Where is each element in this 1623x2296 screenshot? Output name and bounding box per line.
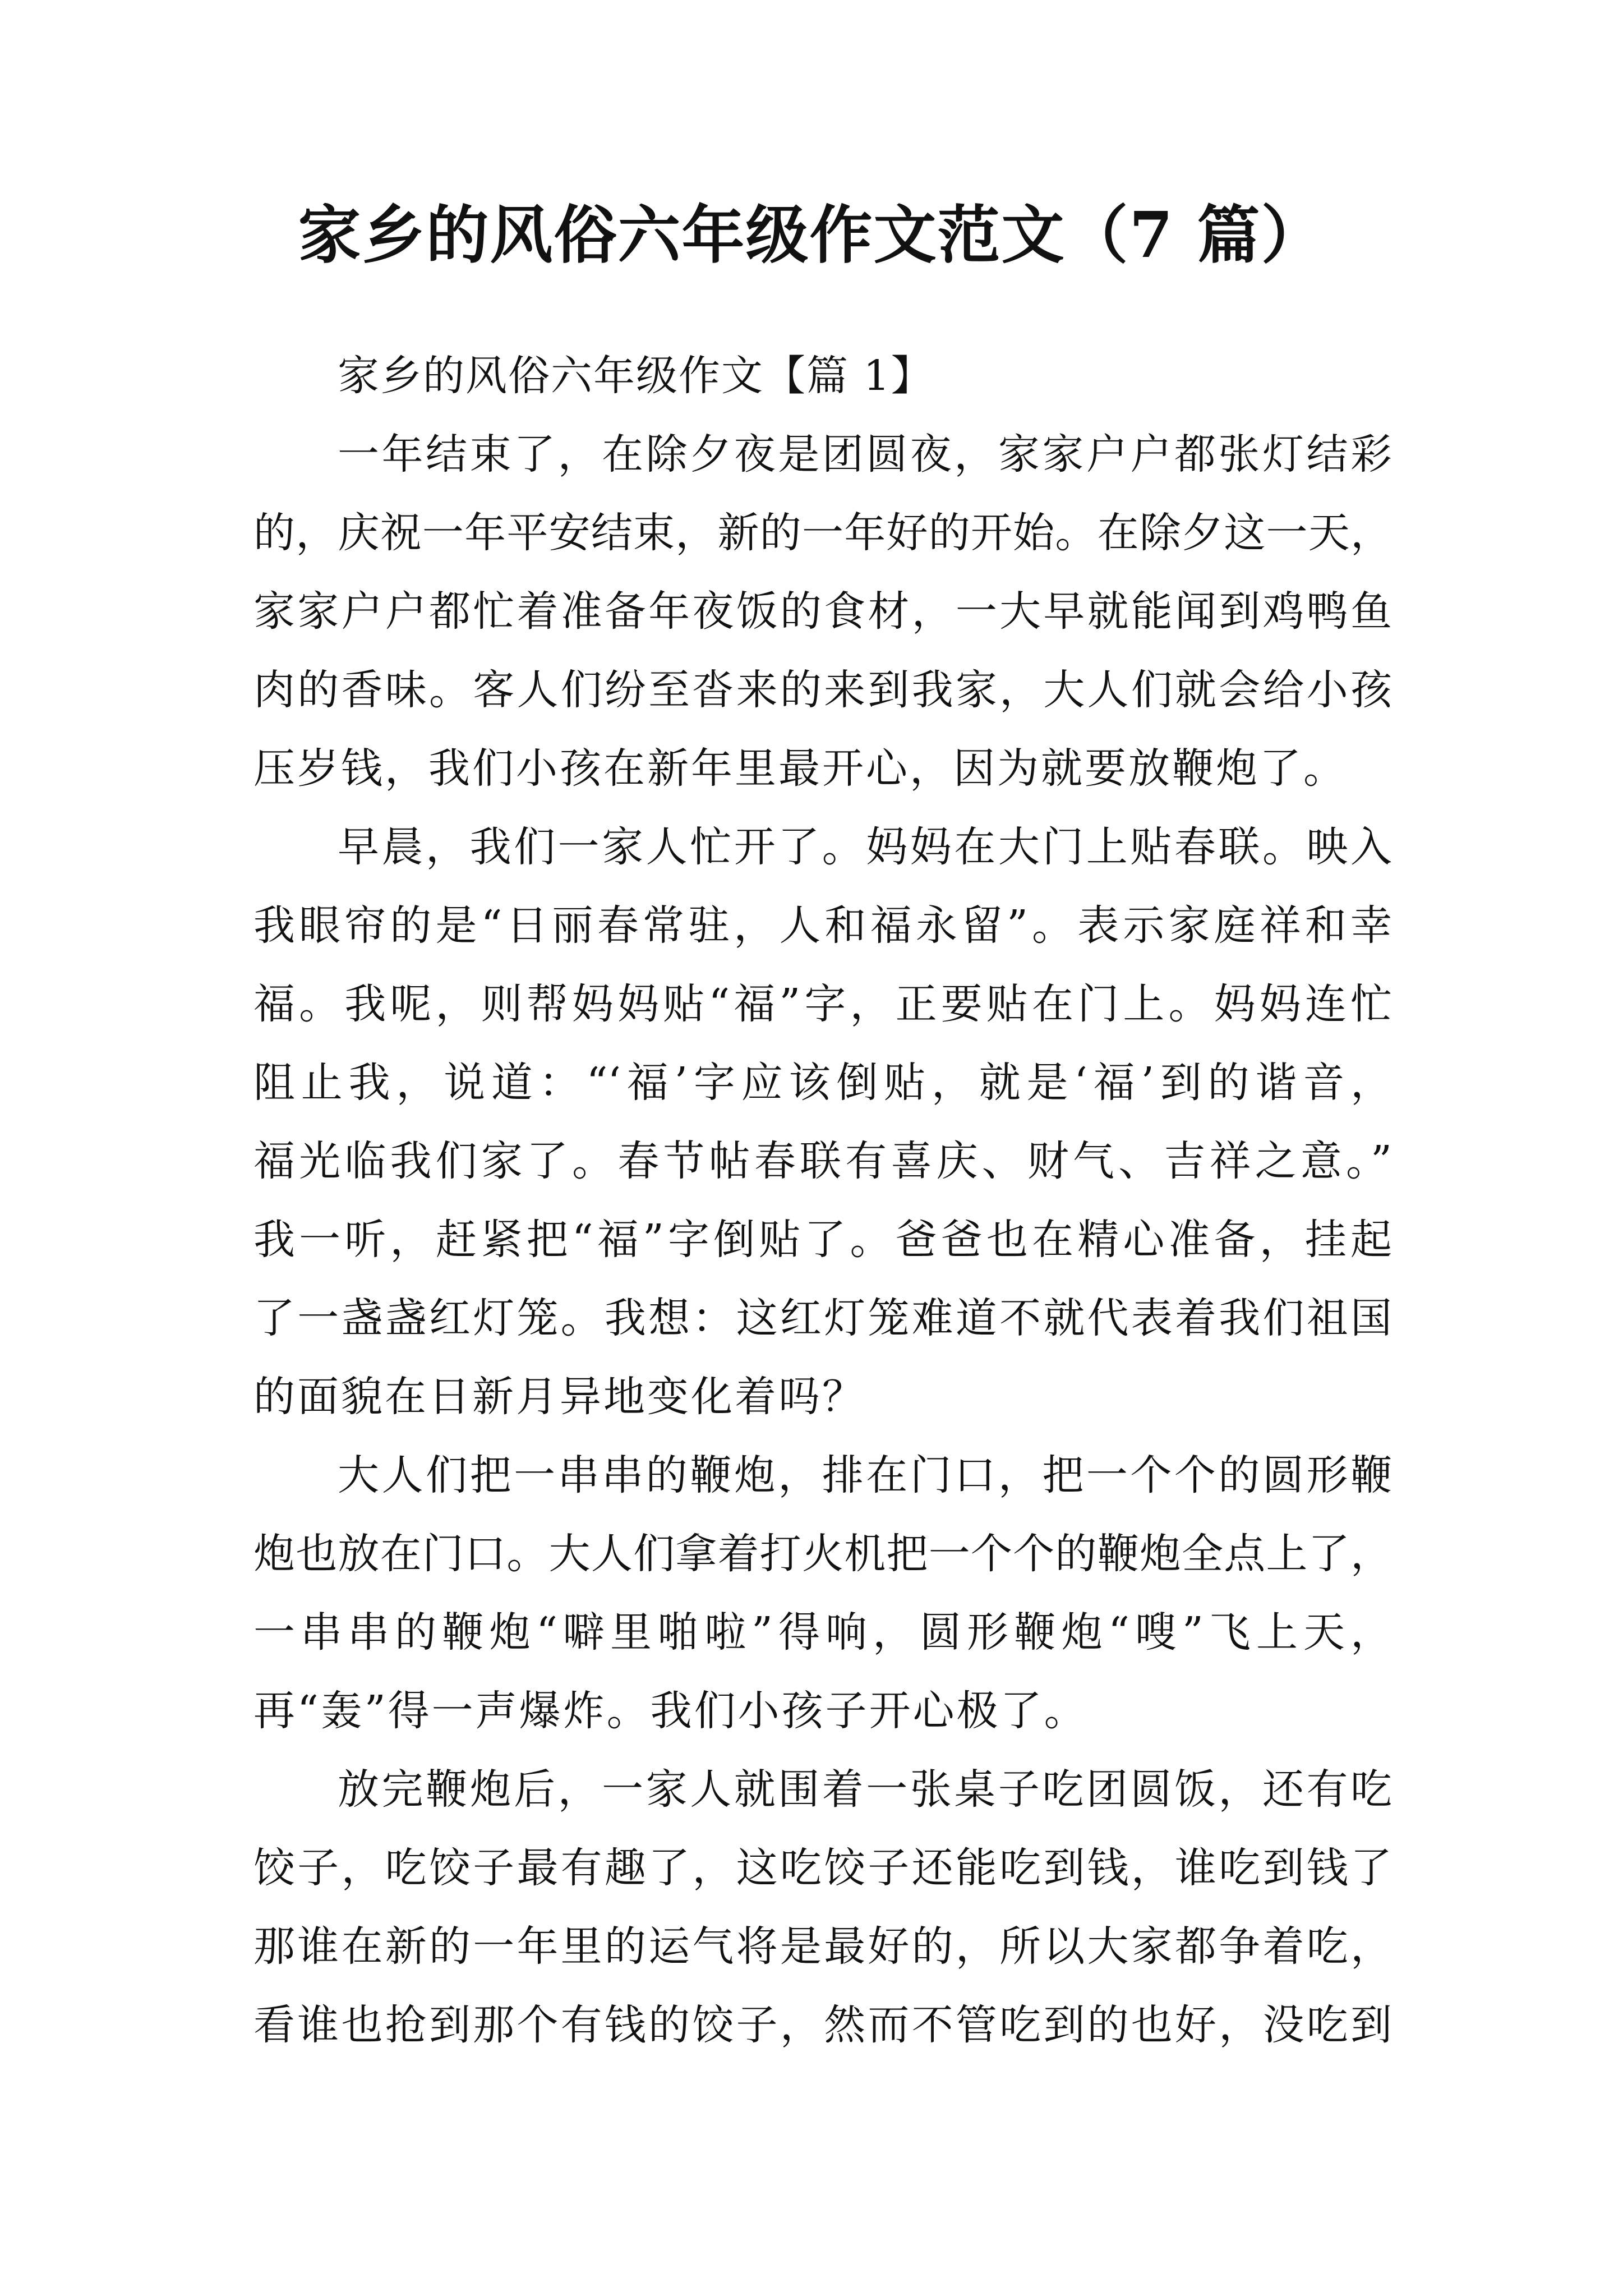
paragraph-line: 的，庆祝一年平安结束，新的一年好的开始。在除夕这一天，	[253, 509, 1392, 557]
paragraph-line: 那谁在新的一年里的运气将是最好的，所以大家都争着吃，	[253, 1922, 1392, 1971]
paragraph-3	[253, 1436, 1392, 1750]
paragraph-line: 了一盏盏红灯笼。我想：这红灯笼难道不就代表着我们祖国	[253, 1294, 1392, 1342]
paragraph-line: 阻止我，说道：“‘福’字应该倒贴，就是‘福’到的谐音，	[253, 1059, 1392, 1107]
paragraph-line: 放完鞭炮后，一家人就围着一张桌子吃团圆饭，还有吃	[338, 1765, 1392, 1814]
document-title: 家乡的风俗六年级作文范文（7 篇）	[298, 199, 1325, 272]
paragraph-line: 家家户户都忙着准备年夜饭的食材，一大早就能闻到鸡鸭鱼	[253, 587, 1392, 636]
paragraph-line: 炮也放在门口。大人们拿着打火机把一个个的鞭炮全点上了，	[253, 1530, 1392, 1578]
paragraph-line: 一串串的鞭炮“噼里啪啦”得响，圆形鞭炮“嗖”飞上天，	[253, 1608, 1392, 1657]
paragraph-line: 我眼帘的是“日丽春常驻，人和福永留”。表示家庭祥和幸	[253, 901, 1392, 950]
paragraph-line: 福光临我们家了。春节帖春联有喜庆、财气、吉祥之意。”	[253, 1137, 1392, 1185]
paragraph-line: 压岁钱，我们小孩在新年里最开心，因为就要放鞭炮了。	[253, 744, 1347, 793]
paragraph-4	[253, 1750, 1392, 2064]
paragraph-line: 饺子，吃饺子最有趣了，这吃饺子还能吃到钱，谁吃到钱了	[253, 1844, 1392, 1892]
section-heading: 家乡的风俗六年级作文【篇 1】	[338, 352, 934, 400]
paragraph-2	[253, 808, 1392, 1436]
paragraph-1	[253, 415, 1392, 808]
paragraph-line: 我一听，赶紧把“福”字倒贴了。爸爸也在精心准备，挂起	[253, 1216, 1392, 1264]
paragraph-line: 的面貌在日新月异地变化着吗？	[253, 1373, 866, 1421]
paragraph-line: 大人们把一串串的鞭炮，排在门口，把一个个的圆形鞭	[338, 1451, 1392, 1499]
paragraph-line: 早晨，我们一家人忙开了。妈妈在大门上贴春联。映入	[338, 823, 1392, 871]
document-body	[253, 337, 1392, 2064]
paragraph-line: 看谁也抢到那个有钱的饺子，然而不管吃到的也好，没吃到	[253, 2001, 1392, 2049]
paragraph-line: 福。我呢，则帮妈妈贴“福”字，正要贴在门上。妈妈连忙	[253, 980, 1392, 1028]
paragraph-line: 再“轰”得一声爆炸。我们小孩子开心极了。	[253, 1687, 1088, 1735]
paragraph-line: 一年结束了，在除夕夜是团圆夜，家家户户都张灯结彩	[338, 430, 1392, 478]
paragraph-line: 肉的香味。客人们纷至沓来的来到我家，大人们就会给小孩	[253, 666, 1392, 714]
